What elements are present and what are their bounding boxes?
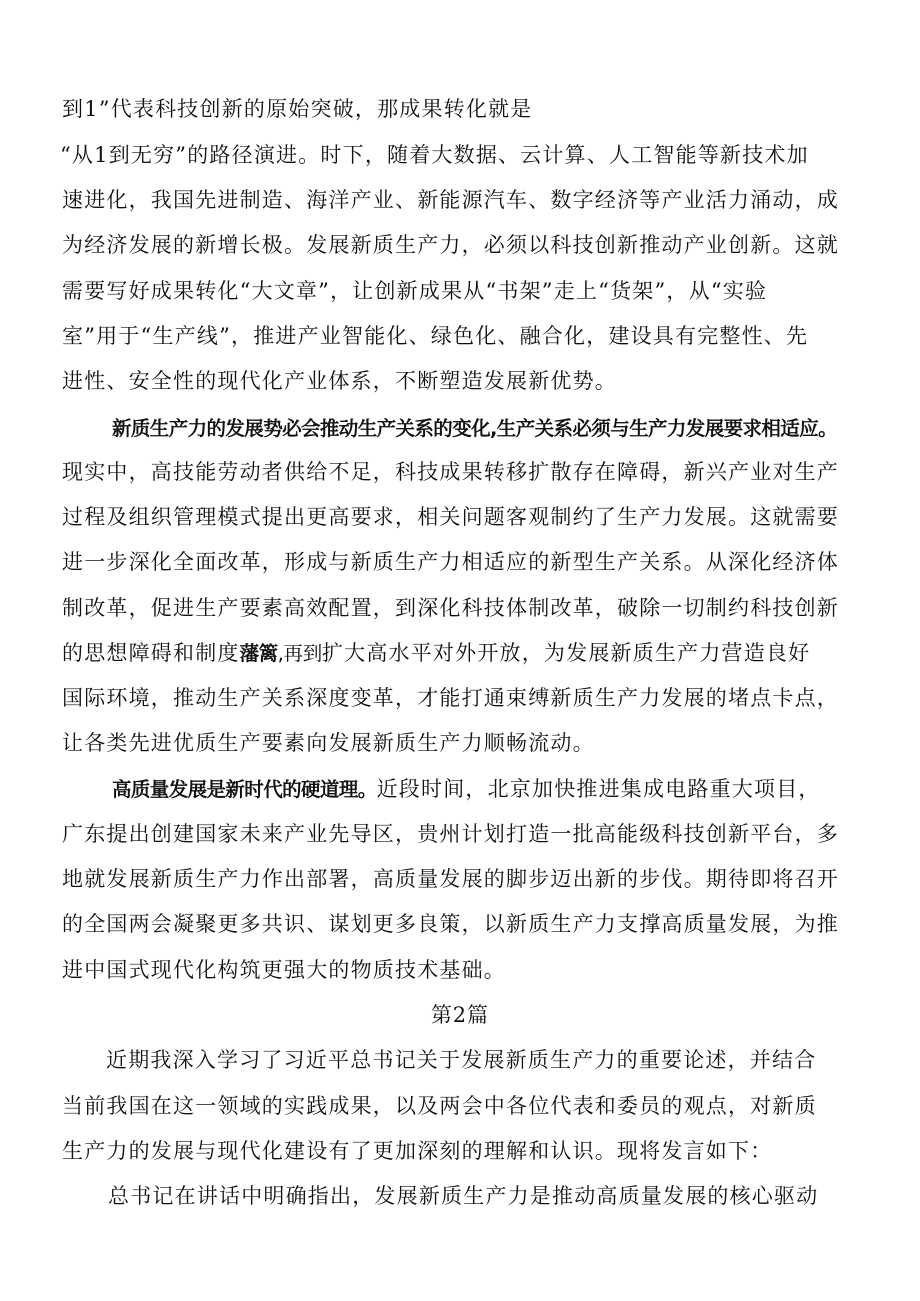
text-segment: ,再到 [277,642,322,665]
paragraph-line: 进一步深化全面改革，形成与新质生产力相适应的新型生产关系。从深化经济体 [62,550,839,574]
paragraph-line: 当前我国在这一领域的实践成果，以及两会中各位代表和委员的观点，对新质 [62,1094,817,1118]
paragraph-line: 现实中，高技能劳动者供给不足，科技成果转移扩散存在障碍，新兴产业对生产 [62,460,839,484]
text-segment: 近段时间，北京加快推进集成电路重大项目， [376,777,821,801]
paragraph-lead-bold: 高质量发展是新时代的硬道理。 [112,778,377,801]
paragraph-line: 进中国式现代化构筑更强大的物质技术基础。 [62,958,506,982]
paragraph-line: 室”用于“生产线”，推进产业智能化、绿色化、融合化，建设具有完整性、先 [62,324,809,348]
paragraph-line: 地就发展新质生产力作出部署，高质量发展的脚步迈出新的步伐。期待即将召开 [62,867,839,891]
paragraph-line: 让各类先进优质生产要素向发展新质生产力顺畅流动。 [62,731,595,755]
paragraph-line: 制改革，促进生产要素高效配置，到深化科技体制改革，破除一切制约科技创新 [62,596,839,620]
paragraph-lead-bold: 新质生产力的发展势必会推动生产关系的变化,生产关系必须与生产力发展要求相适应。 [112,417,838,440]
emphasis-text: 藩篱 [239,642,278,665]
paragraph-line: 过程及组织管理模式提出更高要求，相关问题客观制约了生产力发展。这就需要 [62,505,839,529]
paragraph-line: 广东提出创建国家未来产业先导区，贵州计划打造一批高能级科技创新平台，多 [62,822,839,846]
paragraph-line-mixed [112,774,821,805]
paragraph-line-mixed [62,638,810,669]
paragraph-line: 到1”代表科技创新的原始突破，那成果转化就是 [62,97,533,121]
paragraph-line: 进性、安全性的现代化产业体系，不断塑造发展新优势。 [62,369,617,393]
text-segment: 的思想障碍和制度 [62,641,240,665]
paragraph-line: 国际环境，推动生产关系深度变革，才能打通束缚新质生产力发展的堵点卡点， [62,686,839,710]
paragraph-line: 总书记在讲话中明确指出，发展新质生产力是推动高质量发展的核心驱动 [108,1184,819,1208]
paragraph-line: 速进化，我国先进制造、海洋产业、新能源汽车、数字经济等产业活力涌动，成 [62,188,839,212]
section-heading: 第2篇 [430,1003,490,1027]
paragraph-line: 近期我深入学习了习近平总书记关于发展新质生产力的重要论述，并结合 [106,1048,817,1072]
paragraph-line: 生产力的发展与现代化建设有了更加深刻的理解和认识。现将发言如下： [62,1139,773,1163]
paragraph-line: 的全国两会凝聚更多共识、谋划更多良策，以新质生产力支撑高质量发展，为推 [62,912,839,936]
text-segment: 扩大高水平对外开放，为发展新质生产力营造良好 [321,641,811,665]
paragraph-line: 需要写好成果转化“大文章”，让创新成果从“书架”走上“货架”，从“实验 [62,279,768,303]
paragraph-line: 为经济发展的新增长极。发展新质生产力，必须以科技创新推动产业创新。这就 [62,233,839,257]
paragraph-line: “从1到无穷”的路径演进。时下，随着大数据、云计算、人工智能等新技术加 [60,143,809,167]
